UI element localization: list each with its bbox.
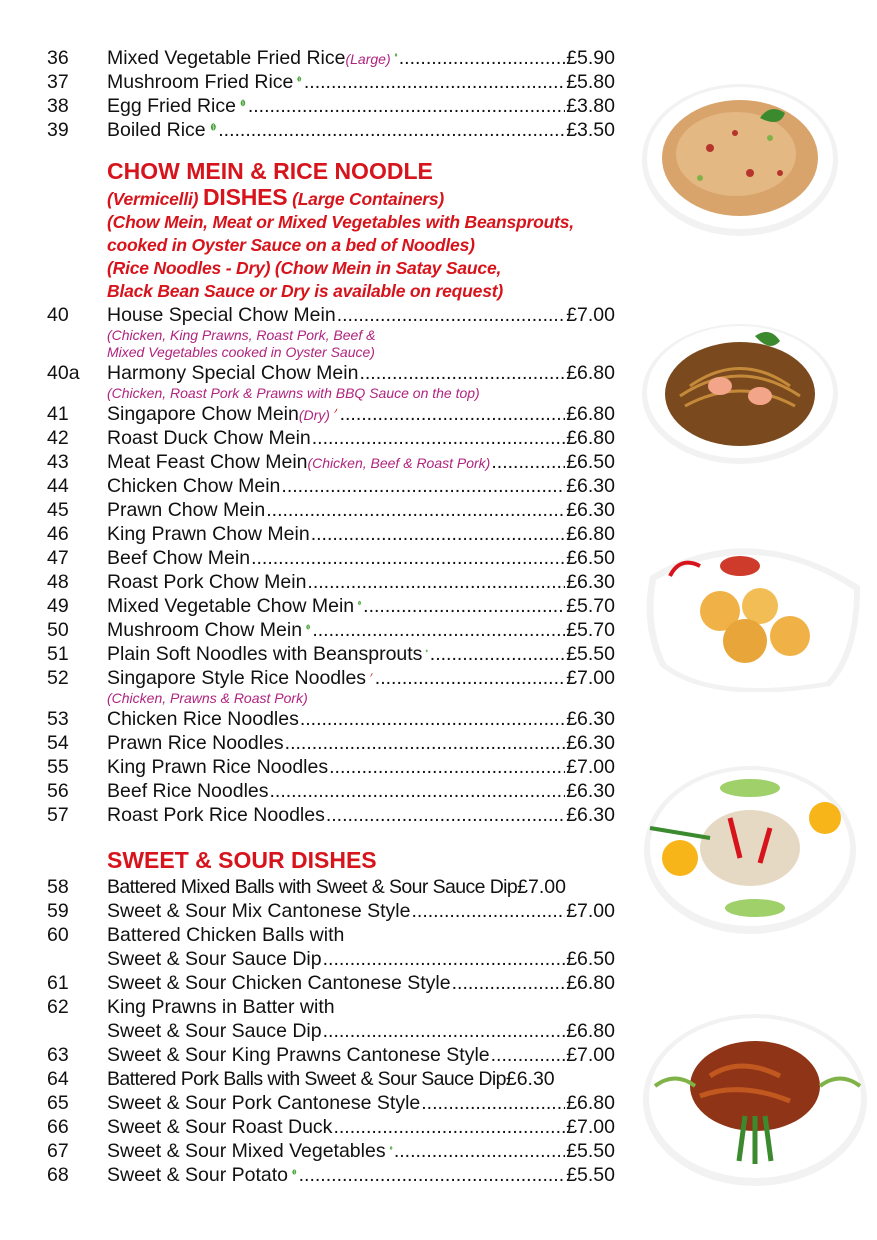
leader-dots	[333, 1115, 565, 1139]
menu-item-38	[47, 94, 615, 118]
item-price: £6.80	[566, 1020, 615, 1042]
item-number: 44	[47, 475, 69, 497]
item-name: Battered Chicken Balls with	[107, 924, 345, 946]
item-number: 39	[47, 119, 69, 141]
menu-item-48	[47, 570, 615, 594]
item-name: Singapore Chow Mein	[107, 403, 299, 425]
item-price: £6.30	[566, 804, 615, 826]
leader-dots	[218, 118, 565, 142]
item-number: 56	[47, 780, 69, 802]
item-name: Roast Duck Chow Mein	[107, 427, 311, 449]
leader-dots	[491, 450, 565, 474]
item-price: £6.50	[566, 547, 615, 569]
item-number: 43	[47, 451, 69, 473]
leader-dots	[312, 426, 565, 450]
leader-dots	[359, 361, 565, 385]
bok-choy-icon	[209, 118, 218, 136]
item-number: 64	[47, 1068, 69, 1090]
chow-mein-photo	[640, 316, 840, 466]
menu-item-61	[47, 971, 615, 995]
item-number: 67	[47, 1140, 69, 1162]
menu-item-59	[47, 899, 615, 923]
item-number: 61	[47, 972, 69, 994]
sweet-sour-balls-photo	[640, 536, 862, 692]
item-name: Sweet & Sour Potato	[107, 1164, 289, 1186]
item-number: 40a	[47, 362, 80, 384]
leader-dots	[300, 707, 565, 731]
menu-item-43	[47, 450, 615, 474]
bok-choy-icon	[296, 70, 302, 88]
leader-dots	[430, 642, 565, 666]
menu-item-47	[47, 546, 615, 570]
item-name: King Prawn Rice Noodles	[107, 756, 329, 778]
leader-dots	[363, 594, 565, 618]
leader-dots	[248, 94, 565, 118]
item-number: 62	[47, 996, 69, 1018]
menu-item-64	[47, 1067, 615, 1091]
item-name: Beef Chow Mein	[107, 547, 251, 569]
menu-item-36	[47, 46, 615, 70]
item-number: 48	[47, 571, 69, 593]
menu-item-55	[47, 755, 615, 779]
menu-item-37	[47, 70, 615, 94]
item-price: £7.00	[566, 667, 615, 689]
item-name: Mushroom Chow Mein	[107, 619, 303, 641]
item-name: Chicken Chow Mein	[107, 475, 281, 497]
chow-mein-description: cooked in Oyster Sauce on a bed of Noodles)	[107, 235, 475, 255]
item-name: Sweet & Sour Roast Duck	[107, 1116, 333, 1138]
item-name: Beef Rice Noodles	[107, 780, 269, 802]
menu-item-67	[47, 1139, 615, 1163]
menu-column	[47, 46, 615, 1187]
item-price: £6.80	[566, 523, 615, 545]
menu-item-49	[47, 594, 615, 618]
chow-mein-description: (Rice Noodles - Dry) (Chow Mein in Satay Sauce,	[107, 258, 502, 278]
menu-item-62-continued	[47, 1019, 615, 1043]
item-price: £6.80	[566, 362, 615, 384]
leader-dots	[307, 570, 565, 594]
chow-mein-heading: CHOW MEIN & RICE NOODLE	[107, 158, 433, 184]
item-number: 42	[47, 427, 69, 449]
item-name: Prawn Rice Noodles	[107, 732, 284, 754]
item-number: 50	[47, 619, 69, 641]
leader-dots	[285, 731, 566, 755]
item-price: £6.80	[566, 427, 615, 449]
chow-mein-subheading: (Vermicelli) DISHES (Large Containers)	[107, 184, 445, 210]
chow-mein-list	[47, 402, 615, 666]
menu-item-40a	[47, 361, 615, 385]
item-price: £6.30	[566, 571, 615, 593]
leader-dots	[311, 522, 566, 546]
item-price: £5.50	[566, 643, 615, 665]
item-note: (Chicken, Prawns & Roast Pork)	[107, 690, 308, 706]
chili-pepper-icon	[369, 666, 374, 684]
item-number: 58	[47, 876, 69, 898]
bok-choy-icon	[305, 618, 311, 636]
item-price: £7.00	[566, 304, 615, 326]
leader-dots	[411, 899, 565, 923]
menu-item-54	[47, 731, 615, 755]
item-name: King Prawns in Batter with	[107, 996, 335, 1018]
item-price: £6.30	[566, 732, 615, 754]
item-price: £6.80	[566, 972, 615, 994]
menu-item-56	[47, 779, 615, 803]
menu-item-53	[47, 707, 615, 731]
item-name: Chicken Rice Noodles	[107, 708, 299, 730]
menu-item-60	[47, 923, 615, 947]
leader-dots	[323, 947, 566, 971]
salt-pepper-photo	[640, 758, 860, 938]
item-name-continued: Sweet & Sour Sauce Dip	[107, 948, 322, 970]
item-number: 49	[47, 595, 69, 617]
bok-choy-icon	[357, 594, 362, 612]
item-number: 41	[47, 403, 69, 425]
menu-item-46	[47, 522, 615, 546]
item-name: Harmony Special Chow Mein	[107, 362, 359, 384]
bok-choy-icon	[389, 1139, 393, 1157]
item-number: 55	[47, 756, 69, 778]
menu-item-60-continued	[47, 947, 615, 971]
item-number: 68	[47, 1164, 69, 1186]
menu-item-58	[47, 875, 615, 899]
item-price: £6.50	[566, 451, 615, 473]
menu-item-57	[47, 803, 615, 827]
leader-dots	[326, 803, 565, 827]
item-number: 57	[47, 804, 69, 826]
item-price: £5.70	[566, 619, 615, 641]
menu-item-45	[47, 498, 615, 522]
menu-item-42	[47, 426, 615, 450]
item-price: £5.50	[566, 1164, 615, 1186]
item-price: £6.30	[566, 499, 615, 521]
menu-item-62	[47, 995, 615, 1019]
item-note: (Chicken, Roast Pork & Prawns with BBQ Sauce on the top)	[107, 385, 480, 401]
item-number: 47	[47, 547, 69, 569]
item-name: Plain Soft Noodles with Beansprouts	[107, 643, 423, 665]
item-number: 54	[47, 732, 69, 754]
item-note: Mixed Vegetables cooked in Oyster Sauce)	[107, 344, 375, 360]
leader-dots	[340, 402, 566, 426]
bok-choy-icon	[239, 94, 247, 112]
menu-item-39	[47, 118, 615, 142]
item-name: House Special Chow Mein	[107, 304, 336, 326]
leader-dots	[421, 1091, 565, 1115]
item-price: £6.30	[566, 780, 615, 802]
item-price: £3.50	[566, 119, 615, 141]
item-note: (Large)	[345, 51, 391, 67]
rice-list	[47, 46, 615, 142]
item-number: 65	[47, 1092, 69, 1114]
item-name: Mushroom Fried Rice	[107, 71, 294, 93]
item-number: 45	[47, 499, 69, 521]
item-name: Meat Feast Chow Mein	[107, 451, 308, 473]
leader-dots	[299, 1163, 566, 1187]
item-number: 38	[47, 95, 69, 117]
item-note: (Chicken, King Prawns, Roast Pork, Beef &	[107, 327, 376, 343]
rice-noodle-list	[47, 707, 615, 827]
item-name: Sweet & Sour Mix Cantonese Style	[107, 900, 411, 922]
item-price: £6.30	[505, 1068, 555, 1090]
leader-dots	[270, 779, 566, 803]
item-price: £3.80	[566, 95, 615, 117]
item-name: Prawn Chow Mein	[107, 499, 266, 521]
item-price: £6.80	[566, 1092, 615, 1114]
leader-dots	[452, 971, 566, 995]
item-number: 40	[47, 304, 69, 326]
item-name: Mixed Vegetable Fried Rice	[107, 47, 346, 69]
menu-item-50	[47, 618, 615, 642]
item-name: Sweet & Sour Chicken Cantonese Style	[107, 972, 451, 994]
item-price: £5.80	[566, 71, 615, 93]
item-name: Sweet & Sour Pork Cantonese Style	[107, 1092, 421, 1114]
item-price: £7.00	[566, 1044, 615, 1066]
menu-item-44	[47, 474, 615, 498]
item-name: Battered Mixed Balls with Sweet & Sour Sauce Dip	[107, 876, 518, 898]
item-name: Sweet & Sour King Prawns Cantonese Style	[107, 1044, 490, 1066]
item-number: 53	[47, 708, 69, 730]
item-name: Boiled Rice	[107, 119, 206, 141]
item-name: Singapore Style Rice Noodles	[107, 667, 367, 689]
sweet-sour-list	[47, 875, 615, 1187]
menu-item-68	[47, 1163, 615, 1187]
item-number: 37	[47, 71, 69, 93]
item-name: Egg Fried Rice	[107, 95, 236, 117]
item-price: £6.30	[566, 708, 615, 730]
leader-dots	[323, 1019, 566, 1043]
item-price: £5.90	[566, 47, 615, 69]
menu-item-51	[47, 642, 615, 666]
leader-dots	[394, 1139, 565, 1163]
menu-item-65	[47, 1091, 615, 1115]
menu-item-41	[47, 402, 615, 426]
leader-dots	[251, 546, 565, 570]
menu-item-40	[47, 303, 615, 327]
fried-rice-photo	[640, 78, 840, 238]
item-price: £7.00	[566, 756, 615, 778]
item-price: £5.70	[566, 595, 615, 617]
item-price: £6.80	[566, 403, 615, 425]
item-note: (Chicken, Beef & Roast Pork)	[307, 455, 491, 471]
leader-dots	[329, 755, 565, 779]
item-name: Roast Pork Rice Noodles	[107, 804, 325, 826]
bok-choy-icon	[425, 642, 428, 660]
item-number: 59	[47, 900, 69, 922]
chili-pepper-icon	[333, 402, 339, 420]
item-price: £6.50	[566, 948, 615, 970]
menu-item-52	[47, 666, 615, 690]
leader-dots	[281, 474, 565, 498]
menu-item-66	[47, 1115, 615, 1139]
bok-choy-icon	[394, 46, 398, 64]
item-number: 66	[47, 1116, 69, 1138]
item-price: £7.00	[566, 900, 615, 922]
leader-dots	[399, 46, 565, 70]
item-name-continued: Sweet & Sour Sauce Dip	[107, 1020, 322, 1042]
item-number: 60	[47, 924, 69, 946]
item-price: £7.00	[566, 1116, 615, 1138]
chow-mein-description: Black Bean Sauce or Dry is available on request)	[107, 281, 503, 301]
item-number: 51	[47, 643, 69, 665]
leader-dots	[337, 303, 565, 327]
leader-dots	[375, 666, 565, 690]
leader-dots	[491, 1043, 566, 1067]
item-number: 36	[47, 47, 69, 69]
leader-dots	[304, 70, 565, 94]
item-number: 63	[47, 1044, 69, 1066]
leader-dots	[312, 618, 565, 642]
item-price: £7.00	[517, 876, 566, 898]
chow-mein-description: (Chow Mein, Meat or Mixed Vegetables with Beansprouts,	[107, 212, 574, 232]
item-name: Battered Pork Balls with Sweet & Sour Sauce Dip	[107, 1068, 506, 1090]
item-price: £5.50	[566, 1140, 615, 1162]
sweet-sour-heading: SWEET & SOUR DISHES	[107, 847, 377, 873]
item-number: 52	[47, 667, 69, 689]
item-name: Roast Pork Chow Mein	[107, 571, 307, 593]
item-name: Sweet & Sour Mixed Vegetables	[107, 1140, 386, 1162]
item-name: King Prawn Chow Mein	[107, 523, 310, 545]
crispy-beef-photo	[640, 1006, 870, 1190]
leader-dots	[266, 498, 565, 522]
item-number: 46	[47, 523, 69, 545]
bok-choy-icon	[291, 1163, 298, 1181]
item-name: Mixed Vegetable Chow Mein	[107, 595, 355, 617]
item-note: (Dry)	[298, 407, 330, 423]
item-price: £6.30	[566, 475, 615, 497]
menu-item-63	[47, 1043, 615, 1067]
